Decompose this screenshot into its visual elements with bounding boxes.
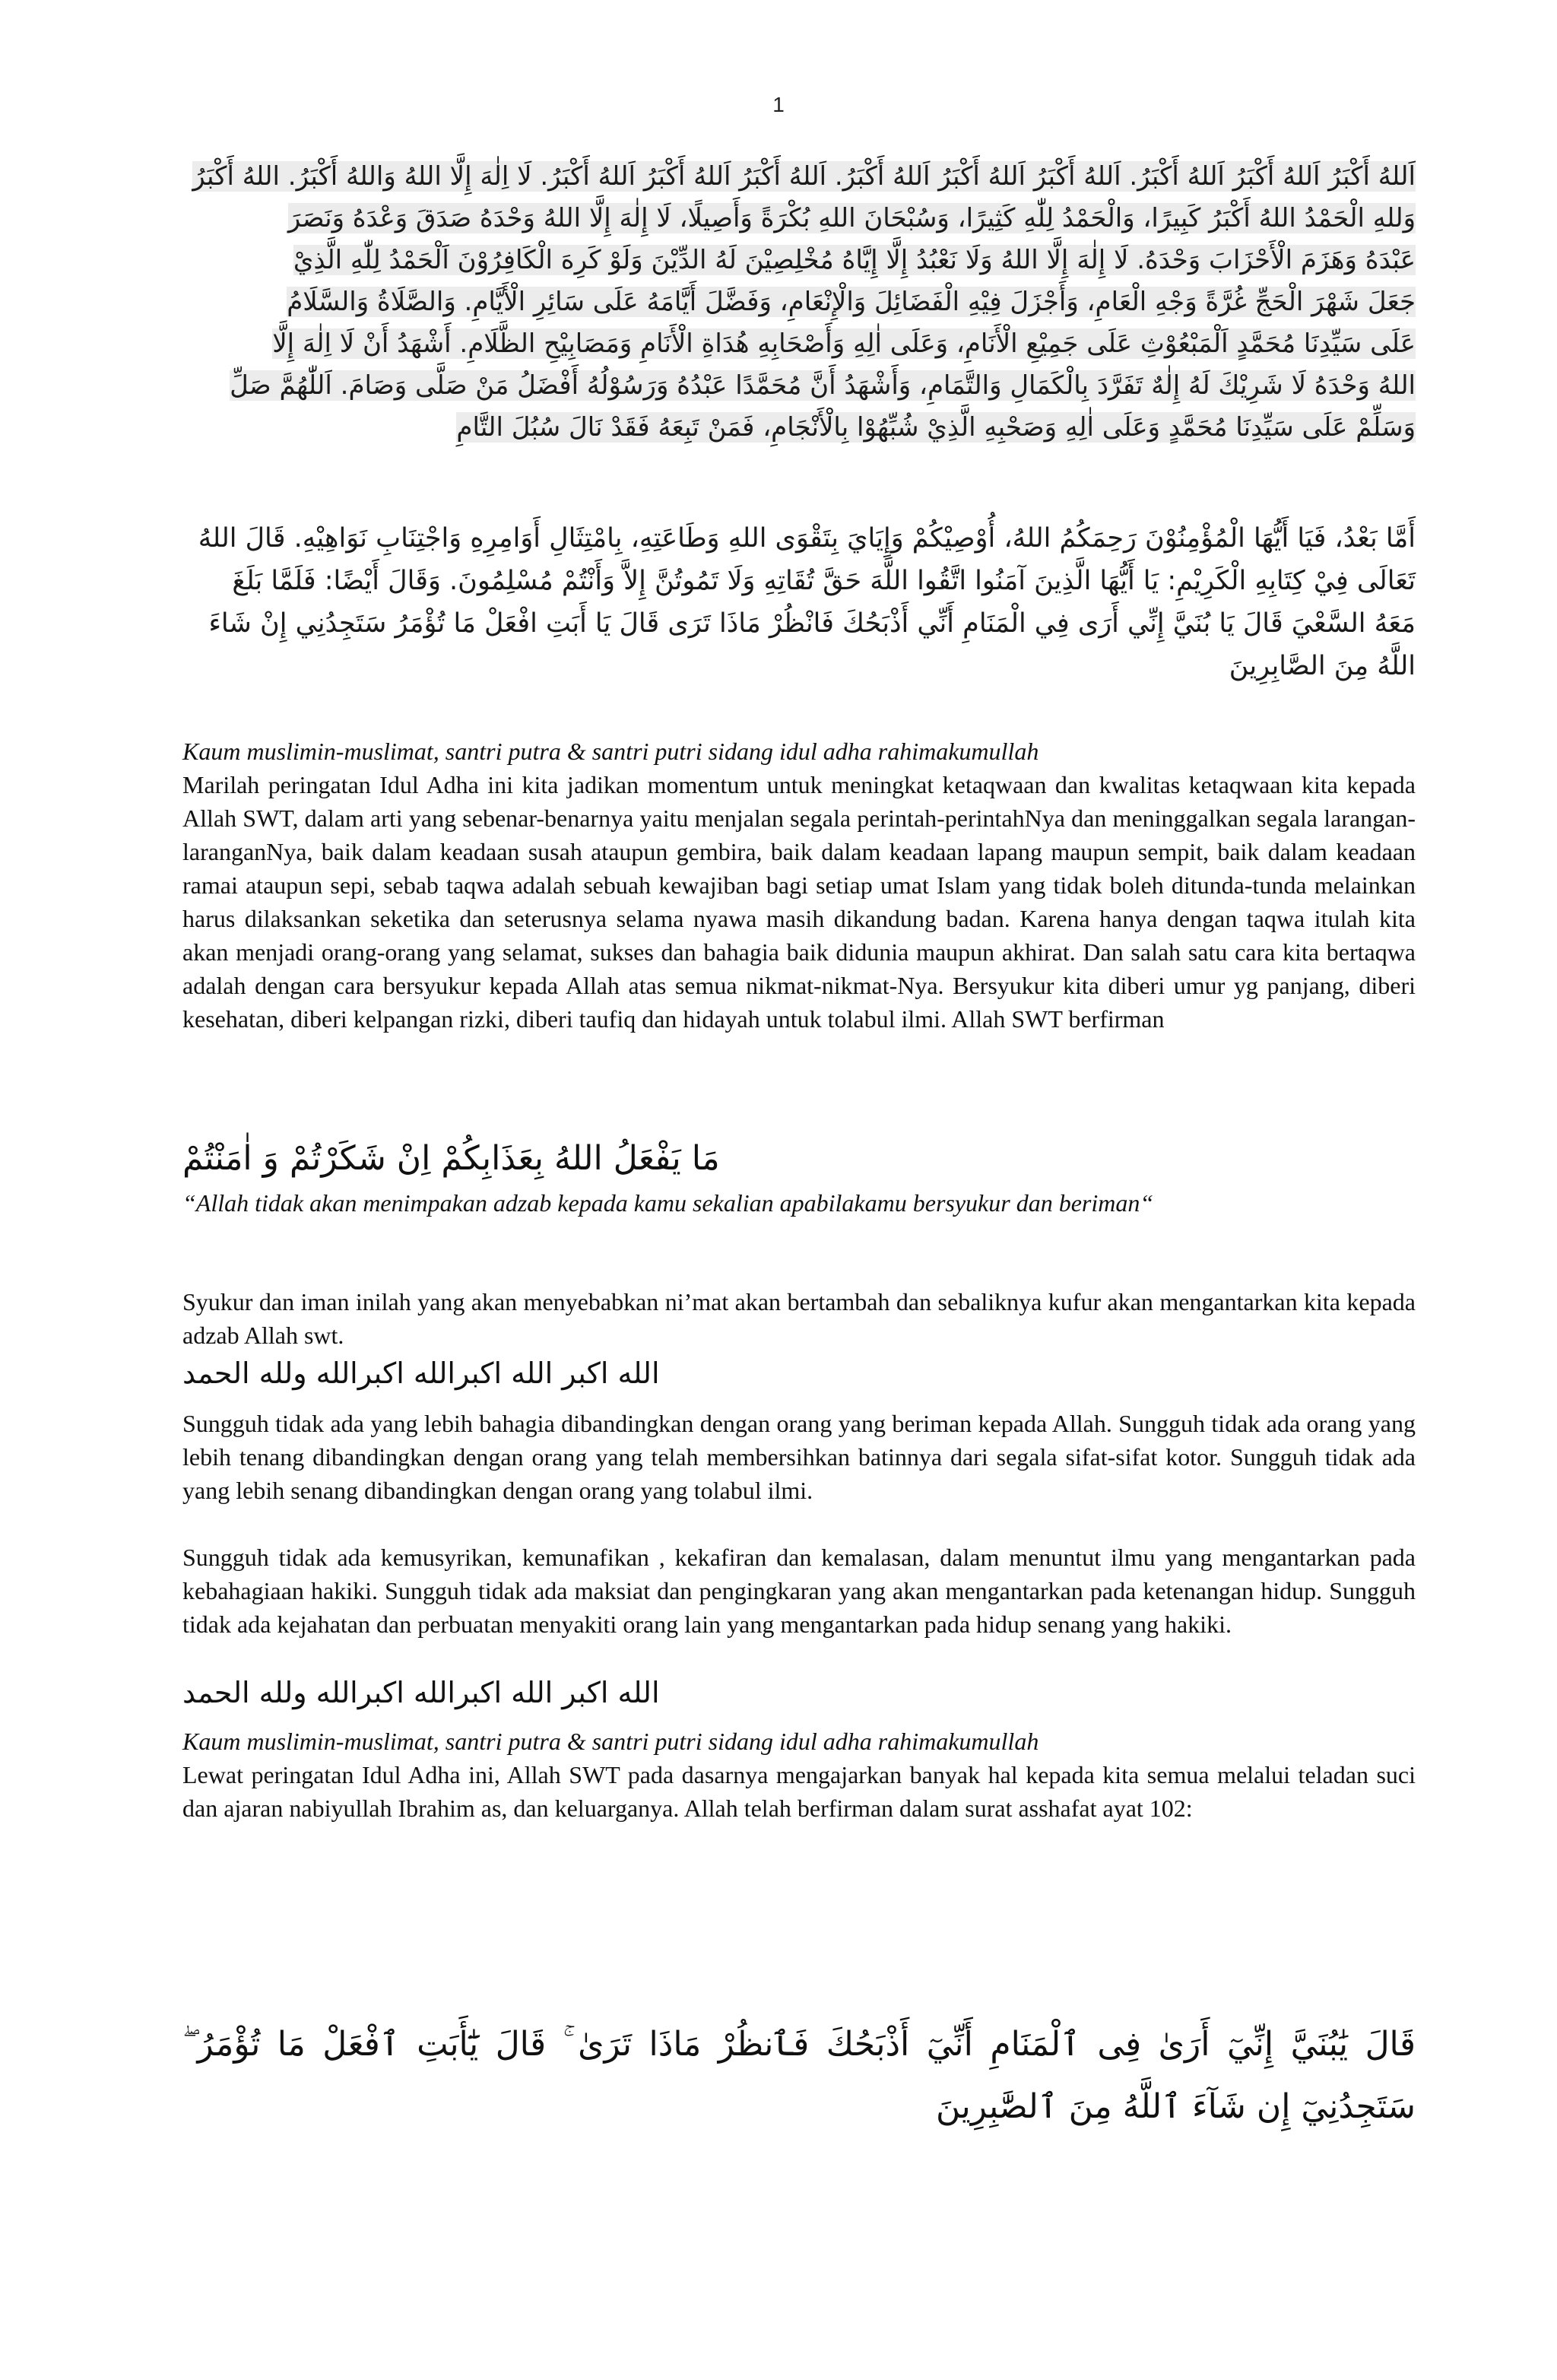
- opening-arabic-line: عَبْدَهُ وَهَزَمَ الْأَحْزَابَ وَحْدَهُ. لَا إِلٰهَ إِلَّا اللهُ وَلَا نَعْبُدُ إِلَّا إِيَّاهُ مُخْلِصِيْنَ لَهُ الدِّيْنَ وَلَوْ كَرِهَ الْكَافِرُوْنَ اَلْحَمْدُ لِلّٰهِ الَّذِيْ: [293, 245, 1416, 275]
- section4-paragraph: Lewat peringatan Idul Adha ini, Allah SWT pada dasarnya mengajarkan banyak hal kepada kita semua melalui teladan suci dan ajaran nabiyullah Ibrahim as, dan keluarganya. Allah telah berfirman dalam surat asshafat ayat 102:: [182, 1761, 1416, 1822]
- page-number: 1: [772, 93, 785, 116]
- amma-badu-arabic-line: تَعَالَى فِيْ كِتَابِهِ الْكَرِيْمِ: يَا أَيُّهَا الَّذِينَ آمَنُوا اتَّقُوا اللَّهَ حَقَّ تُقَاتِهِ وَلَا تَمُوتُنَّ إِلاَّ وَأَنْتُمْ مُسْلِمُونَ. وَقَالَ أَيْضًا: فَلَمَّا بَلَغَ: [232, 566, 1416, 596]
- section2-paragraph: Syukur dan iman inilah yang akan menyebabkan ni’mat akan bertambah dan sebaliknya kufur akan mengantarkan kita kepada adzab Allah swt.: [182, 1288, 1416, 1349]
- opening-arabic-line: وَسَلِّمْ عَلَى سَيِّدِنَا مُحَمَّدٍ وَعَلَى اٰلِهِ وَصَحْبِهِ الَّذِيْ شُبِّهُوْا بِالْأَنْجَامِ، فَمَنْ تَبِعَهُ فَقَدْ نَالَ سُبُلَ التَّامِ: [456, 412, 1416, 443]
- amma-badu-arabic-block: [182, 517, 1416, 687]
- section1-verse-translation: “Allah tidak akan menimpakan adzab kepada kamu sekalian apabilakamu bersyukur dan beriman“: [182, 1189, 1154, 1217]
- section3-paragraph2: Sungguh tidak ada kemusyrikan, kemunafikan , kekafiran dan kemalasan, dalam menuntut ilmu yang mengantarkan pada kebahagiaan hakiki. Sungguh tidak ada maksiat dan pengingkaran yang akan mengantarkan pada ketenangan hidup. Sungguh tidak ada kejahatan dan perbuatan menyakiti orang lain yang mengantarkan pada hidup senang yang hakiki.: [182, 1544, 1416, 1638]
- opening-arabic-line: وَللهِ الْحَمْدُ اللهُ أَكْبَرُ كَبِيرًا، وَالْحَمْدُ لِلّٰهِ كَثِيرًا، وَسُبْحَانَ اللهِ بُكْرَةً وَأَصِيلًا، لَا إِلٰهَ إِلَّا اللهُ وَحْدَهُ صَدَقَ وَعْدَهُ وَنَصَرَ: [287, 203, 1416, 233]
- section3-takbir: الله اكبر الله اكبرالله اكبرالله ولله الحمد: [182, 1676, 660, 1709]
- amma-badu-arabic-line: مَعَهُ السَّعْيَ قَالَ يَا بُنَيَّ إِنِّي أَرَى فِي الْمَنَامِ أَنِّي أَذْبَحُكَ فَانْظُرْ مَاذَا تَرَى قَالَ يَا أَبَتِ افْعَلْ مَا تُؤْمَرُ سَتَجِدُنِي إِنْ شَاءَ: [208, 608, 1416, 639]
- section1-paragraph: Marilah peringatan Idul Adha ini kita jadikan momentum untuk meningkat ketaqwaan dan kwalitas ketaqwaan kita kepada Allah SWT, dalam arti yang sebenar-benarnya yaitu menjalan segala perintah-perintahNya dan meninggalkan segala larangan-laranganNya, baik dalam keadaan susah ataupun gembira, baik dalam keadaan lapang maupun sempit, baik dalam keadaan ramai ataupun sepi, sebab taqwa adalah sebuah kewajiban bagi setiap umat Islam yang tidak boleh ditunda-tunda melainkan harus dilaksankan seketika dan seterusnya selama nyawa masih dikandung badan. Karena hanya dengan taqwa itulah kita akan menjadi orang-orang yang selamat, sukses dan bahagia baik didunia maupun akhirat. Dan salah satu cara kita bertaqwa adalah dengan cara bersyukur kepada Allah atas semua nikmat-nikmat-Nya. Bersyukur kita diberi umur yg panjang, diberi kesehatan, diberi kelpangan rizki, diberi taufiq dan hidayah untuk tolabul ilmi. Allah SWT berfirman: [182, 771, 1416, 1033]
- section2-takbir: الله اكبر الله اكبرالله اكبرالله ولله الحمد: [182, 1357, 660, 1390]
- section1-greeting: Kaum muslimin-muslimat, santri putra & santri putri sidang idul adha rahimakumullah: [182, 738, 1039, 765]
- amma-badu-arabic-line: اللَّهُ مِنَ الصَّابِرِينَ: [1229, 651, 1416, 681]
- opening-arabic-block: [182, 156, 1416, 449]
- section1-verse-arabic: مَا يَفْعَلُ اللهُ بِعَذَابِكُمْ اِنْ شَكَرْتُمْ وَ اٰمَنْتُمْ: [182, 1139, 720, 1178]
- opening-arabic-line: اللهُ وَحْدَهُ لَا شَرِيْكَ لَهُ إِلٰهٌ تَفَرَّدَ بِالْكَمَالِ وَالتَّمَامِ، وَأَشْهَدُ أَنَّ مُحَمَّدًا عَبْدُهُ وَرَسُوْلُهُ أَفْضَلُ مَنْ صَلَّى وَصَامَ. اَللّٰهُمَّ صَلِّ: [230, 370, 1416, 401]
- opening-arabic-line: عَلَى سَيِّدِنَا مُحَمَّدٍ اَلْمَبْعُوْثِ عَلَى جَمِيْعِ الْأَنَامِ، وَعَلَى اٰلِهِ وَأَصْحَابِهِ هُدَاةِ الْأَنَامِ وَمَصَابِيْحِ الظَّلَامِ. أَشْهَدُ أَنْ لَا اِلٰهَ إِلَّا: [272, 328, 1416, 359]
- amma-badu-arabic-line: أَمَّا بَعْدُ، فَيَا أَيُّهَا الْمُؤْمِنُوْنَ رَحِمَكُمُ اللهُ، أُوْصِيْكُمْ وَإِيَايَ بِتَقْوَى اللهِ وَطَاعَتِهِ، بِامْتِثَالِ أَوَامِرِهِ وَاجْتِنَابِ نَوَاهِيْهِ. قَالَ اللهُ: [198, 523, 1416, 554]
- section4-greeting: Kaum muslimin-muslimat, santri putra & santri putri sidang idul adha rahimakumullah: [182, 1728, 1039, 1755]
- section4-verse-arabic: قَالَ يَٰبُنَيَّ إِنِّيٓ أَرَىٰ فِى ٱلْمَنَامِ أَنِّيٓ أَذْبَحُكَ فَٱنظُرْ مَاذَا تَرَىٰ ۚ قَالَ يَٰٓأَبَتِ ٱفْعَلْ مَا تُؤْمَرُ ۖ سَتَجِدُنِيٓ إِن شَآءَ ٱللَّهُ مِنَ ٱلصَّٰبِرِينَ: [182, 2025, 1416, 2126]
- section3-paragraph1: Sungguh tidak ada yang lebih bahagia dibandingkan dengan orang yang beriman kepada Allah. Sungguh tidak ada orang yang lebih tenang dibandingkan dengan orang yang telah membersihkan batinnya dari segala sifat-sifat kotor. Sungguh tidak ada yang lebih senang dibandingkan dengan orang yang tolabul ilmi.: [182, 1410, 1416, 1504]
- opening-arabic-line: جَعَلَ شَهْرَ الْحَجِّ غُرَّةً وَجْهِ الْعَامِ، وَأَجْزَلَ فِيْهِ الْفَضَائِلَ وَالْإِنْعَامِ، وَفَضَّلَ أَيَّامَهُ عَلَى سَائِرِ الْأَيَّامِ. وَالصَّلَاةُ وَالسَّلَامُ: [287, 287, 1416, 317]
- opening-arabic-line: اَللهُ أَكْبَرُ اَللهُ أَكْبَرُ اَللهُ أَكْبَرُ. اَللهُ أَكْبَرُ اَللهُ أَكْبَرُ اَللهُ أَكْبَرُ. اَللهُ أَكْبَرُ اَللهُ أَكْبَرُ اَللهُ أَكْبَرُ. لَا اِلٰهَ إِلَّا اللهُ وَاللهُ أَكْبَرُ. اللهُ أَكْبَرُ: [192, 161, 1416, 192]
